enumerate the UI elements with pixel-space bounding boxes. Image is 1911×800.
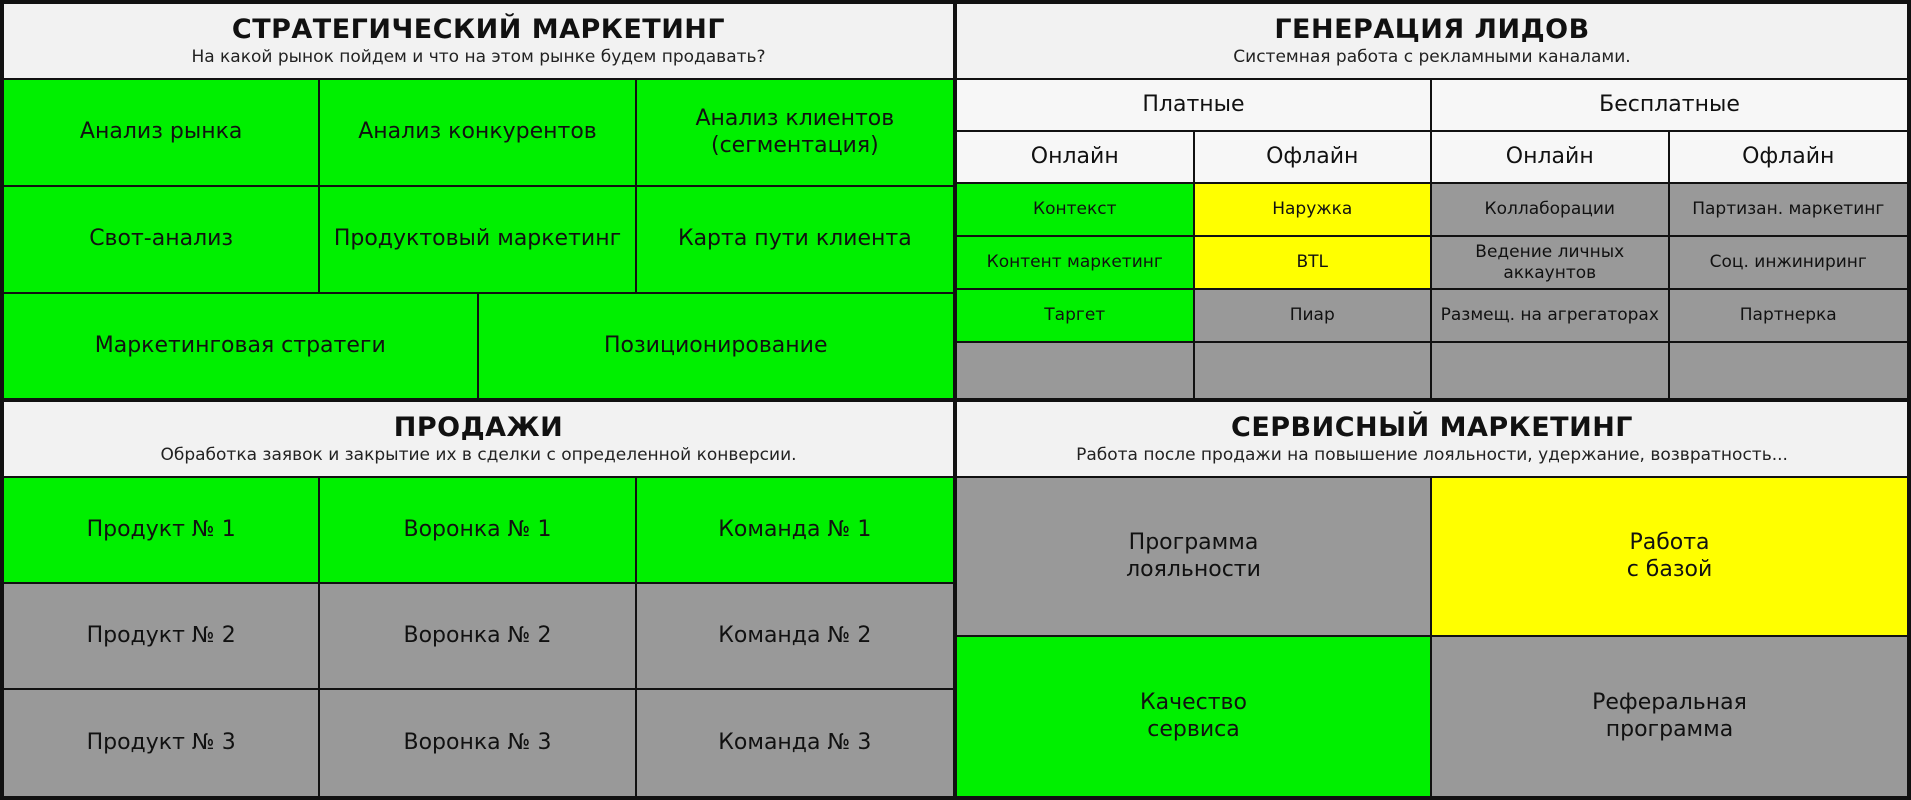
header-free: Бесплатные bbox=[1432, 80, 1907, 132]
cell-btl: BTL bbox=[1195, 237, 1433, 290]
cell-empty bbox=[1432, 343, 1670, 398]
leads-header bbox=[957, 4, 1907, 80]
header-paid: Платные bbox=[957, 80, 1432, 132]
cell-team-3: Команда № 3 bbox=[637, 690, 953, 796]
cell-funnel-1: Воронка № 1 bbox=[320, 478, 636, 584]
service-header bbox=[957, 402, 1907, 478]
strategic-bottom-row bbox=[4, 294, 953, 398]
cell-empty bbox=[957, 343, 1195, 398]
header-paid-online: Онлайн bbox=[957, 132, 1195, 184]
cell-social-engineering: Соц. инжиниринг bbox=[1670, 237, 1908, 290]
sales-subtitle: Обработка заявок и закрытие их в сделки с определенной конверсии. bbox=[160, 445, 797, 465]
header-paid-offline: Офлайн bbox=[1195, 132, 1433, 184]
cell-funnel-2: Воронка № 2 bbox=[320, 584, 636, 690]
header-free-online: Онлайн bbox=[1432, 132, 1670, 184]
cell-partnership: Партнерка bbox=[1670, 290, 1908, 343]
lead-generation-panel bbox=[955, 0, 1911, 400]
strategic-grid bbox=[4, 80, 953, 294]
cell-pr: Пиар bbox=[1195, 290, 1433, 343]
cell-empty bbox=[1670, 343, 1908, 398]
strategic-marketing-panel bbox=[0, 0, 955, 400]
cell-product-2: Продукт № 2 bbox=[4, 584, 320, 690]
cell-guerrilla-marketing: Партизан. маркетинг bbox=[1670, 184, 1908, 237]
cell-content-marketing: Контент маркетинг bbox=[957, 237, 1195, 290]
cell-team-1: Команда № 1 bbox=[637, 478, 953, 584]
cell-collaborations: Коллаборации bbox=[1432, 184, 1670, 237]
sales-grid bbox=[4, 478, 953, 796]
cell-marketing-strategy: Маркетинговая стратеги bbox=[4, 294, 479, 398]
cell-loyalty-program: Программа лояльности bbox=[957, 478, 1432, 637]
cell-product-marketing: Продуктовый маркетинг bbox=[320, 187, 636, 294]
sales-title: ПРОДАЖИ bbox=[393, 412, 564, 443]
leads-subtitle: Системная работа с рекламными каналами. bbox=[1233, 47, 1631, 67]
cell-competitor-analysis: Анализ конкурентов bbox=[320, 80, 636, 187]
sales-header bbox=[4, 402, 953, 478]
cell-database-work: Работа с базой bbox=[1432, 478, 1907, 637]
cell-customer-journey-map: Карта пути клиента bbox=[637, 187, 953, 294]
leads-grid bbox=[957, 80, 1907, 398]
cell-positioning: Позиционирование bbox=[479, 294, 954, 398]
cell-swot-analysis: Свот-анализ bbox=[4, 187, 320, 294]
service-marketing-panel bbox=[955, 400, 1911, 800]
cell-personal-accounts: Ведение личных аккаунтов bbox=[1432, 237, 1670, 290]
cell-product-1: Продукт № 1 bbox=[4, 478, 320, 584]
cell-referral-program: Реферальная программа bbox=[1432, 637, 1907, 796]
cell-context-ads: Контекст bbox=[957, 184, 1195, 237]
cell-service-quality: Качество сервиса bbox=[957, 637, 1432, 796]
strategic-title: СТРАТЕГИЧЕСКИЙ МАРКЕТИНГ bbox=[231, 14, 726, 45]
cell-market-analysis: Анализ рынка bbox=[4, 80, 320, 187]
cell-team-2: Команда № 2 bbox=[637, 584, 953, 690]
cell-client-analysis: Анализ клиентов (сегментация) bbox=[637, 80, 953, 187]
header-free-offline: Офлайн bbox=[1670, 132, 1908, 184]
leads-title: ГЕНЕРАЦИЯ ЛИДОВ bbox=[1274, 14, 1590, 45]
cell-target-ads: Таргет bbox=[957, 290, 1195, 343]
service-title: СЕРВИСНЫЙ МАРКЕТИНГ bbox=[1231, 412, 1633, 443]
cell-outdoor-ads: Наружка bbox=[1195, 184, 1433, 237]
cell-product-3: Продукт № 3 bbox=[4, 690, 320, 796]
service-grid bbox=[957, 478, 1907, 796]
service-subtitle: Работа после продажи на повышение лояльности, удержание, возвратность... bbox=[1076, 445, 1788, 465]
cell-empty bbox=[1195, 343, 1433, 398]
cell-aggregators: Размещ. на агрегаторах bbox=[1432, 290, 1670, 343]
sales-panel bbox=[0, 400, 955, 800]
cell-funnel-3: Воронка № 3 bbox=[320, 690, 636, 796]
strategic-header bbox=[4, 4, 953, 80]
strategic-subtitle: На какой рынок пойдем и что на этом рынке будем продавать? bbox=[191, 47, 766, 67]
